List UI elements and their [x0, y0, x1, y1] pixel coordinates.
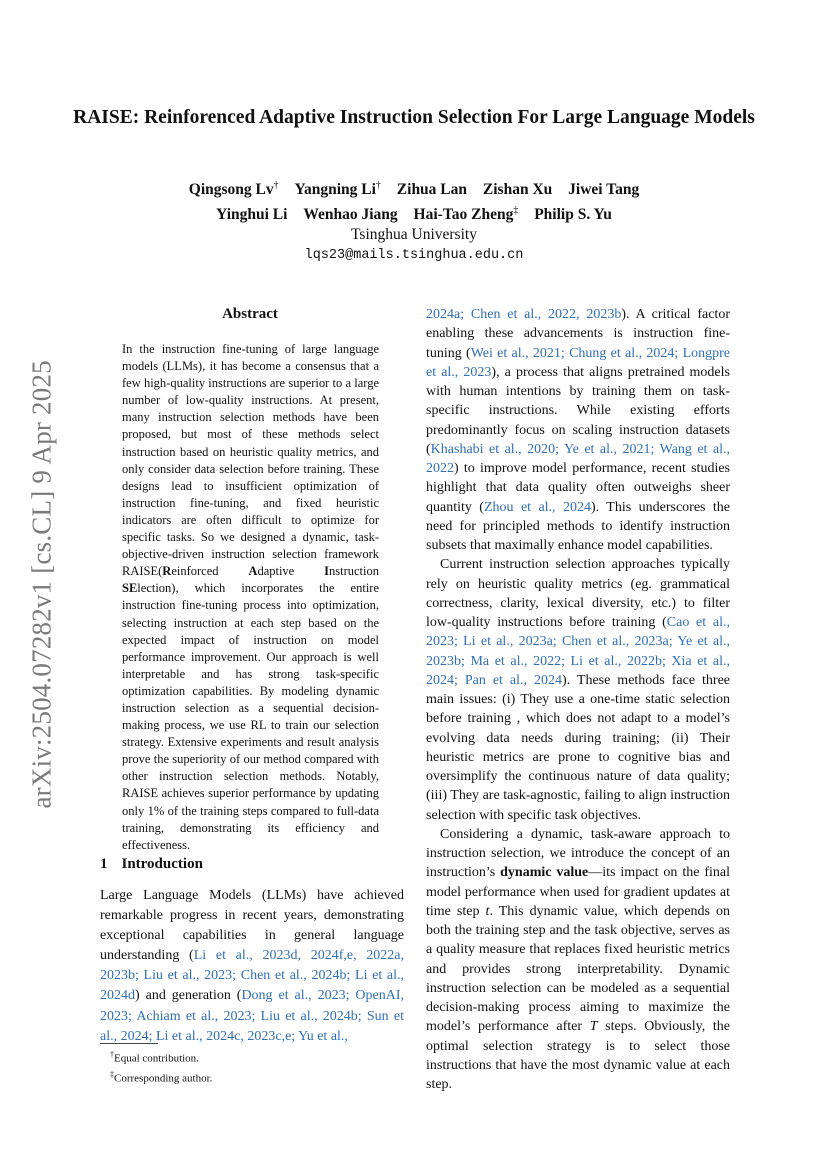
math-variable: T — [589, 1019, 598, 1035]
citation-link[interactable]: Dong et al., 2023; OpenAI, 2023; Achiam et al., 2023; Liu et al., 2024b; Sun et al., 2024; Li et al., 2024c, 2023c,e; Yu et al., — [100, 988, 404, 1044]
paper-title: RAISE: Reinforenced Adaptive Instruction Selection For Large Language Models — [73, 107, 755, 128]
abstract-heading: Abstract — [222, 306, 278, 322]
body-text: ) and generation ( — [135, 988, 242, 1004]
footnote-mark: ‡ — [110, 1070, 114, 1080]
abstract-text — [122, 341, 379, 854]
body-text: ). A critical factor enabling these advancements is instruction fine-tuning ( — [426, 307, 730, 361]
intro-paragraph-3 — [426, 825, 730, 1095]
section-heading-introduction — [100, 856, 203, 873]
author-name-text: Hai-Tao Zheng — [413, 205, 514, 223]
author-name — [295, 181, 381, 198]
author-name: Zihua Lan — [396, 181, 468, 199]
author-name-text: Qingsong Lv — [188, 181, 274, 199]
citation-link[interactable]: Wei et al., 2021; Chung et al., 2024; Longpre et al., 2023 — [426, 345, 730, 380]
emphasized-term: dynamic value — [500, 865, 589, 881]
intro-paragraph-1-part-b — [426, 305, 730, 555]
equal-contribution-mark: † — [273, 180, 279, 191]
body-text: ), a process that aligns pretrained models with human intentions by training them on task-specific instructions. While existing efforts predominantly focus on scaling instruction datasets ( — [426, 364, 730, 457]
citation-link[interactable]: Li et al., 2023d, 2024f,e, 2022a, 2023b; Liu et al., 2023; Chen et al., 2024b; Li et al., 2024d — [100, 948, 404, 1004]
footnote-mark: † — [110, 1050, 114, 1059]
right-column — [426, 305, 730, 1094]
acronym-letter: SE — [122, 581, 138, 596]
arxiv-identifier: arXiv:2504.07282v1 [cs.CL] 9 Apr 2025 — [26, 360, 57, 809]
authors-line-1 — [60, 176, 768, 201]
footnote-text: Equal contribution. — [114, 1052, 199, 1065]
body-text: ) to improve model performance, recent studies highlight that data quality often outweighs sheer quantity ( — [426, 461, 730, 515]
author-name-text: Yangning Li — [294, 181, 376, 199]
author-email: lqs23@mails.tsinghua.edu.cn — [304, 247, 524, 263]
abstract-segment: einforced — [171, 564, 249, 579]
abstract-segment: daptive — [257, 564, 325, 579]
citation-link[interactable]: Cao et al., 2023; Li et al., 2023a; Chen et al., 2023a; Ye et al., 2023b; Ma et al., 2022; Li et al., 2022b; Xia et al., 2024; Pan et al., 2024 — [426, 615, 730, 688]
author-name: Jiwei Tang — [568, 181, 640, 199]
body-text: . This dynamic value, which depends on both the training step and the task objective, serves as a quality measure that replaces fixed heuristic metrics and provides strong interpretability. Dynamic instruction selection can be modeled as a sequential decision-making process aiming to maximize the model’s performance after — [426, 903, 730, 1035]
equal-contribution-mark: † — [375, 180, 381, 191]
body-text: Considering a dynamic, task-aware approach to instruction selection, we introduce the concept of an instruction’s — [426, 826, 730, 881]
footnote-text: Corresponding author. — [114, 1072, 213, 1085]
affiliation: Tsinghua University — [351, 226, 477, 244]
math-variable: t — [485, 903, 490, 919]
intro-paragraph-2 — [426, 555, 730, 825]
body-text: Current instruction selection approaches typically rely on heuristic quality metrics (eg. grammatical correctness, clarity, lexical diversity, etc.) to filter low-quality instructions before training ( — [426, 557, 730, 630]
section-number: 1 — [100, 856, 108, 872]
citation-link[interactable]: Khashabi et al., 2020; Ye et al., 2021; Wang et al., 2022 — [426, 441, 730, 476]
intro-paragraph-1-part-a — [100, 886, 404, 1047]
author-block — [60, 176, 768, 266]
abstract-segment: In the instruction fine-tuning of large language models (LLMs), it has become a consensus that a few high-quality instructions are superior to a large number of low-quality instructions. At present, many instruction selection methods have been proposed, but most of these methods select instruction based on heuristic quality metrics, and only consider data selection before training. These designs lead to insufficient optimization of instruction fine-tuning, and fixed heuristic indicators are often difficult to optimize for specific tasks. So we designed a dynamic, task-objective-driven instruction selection framework RAISE( — [122, 342, 379, 579]
body-text: ). This underscores the need for principled methods to identify instruction subsets that maximally enhance model capabilities. — [426, 499, 731, 553]
body-text: steps. Obviously, the optimal selection strategy is to select those instructions that have the most dynamic value at each step. — [426, 1019, 730, 1092]
footnote-equal-contribution — [110, 1047, 212, 1067]
footnote-corresponding-author — [110, 1067, 212, 1087]
acronym-letter: R — [162, 564, 172, 579]
acronym-letter: A — [248, 564, 258, 579]
authors-line-2 — [60, 201, 768, 226]
citation-link[interactable]: 2024a; Chen et al., 2022, 2023b — [426, 307, 622, 322]
author-name — [189, 181, 279, 198]
author-name — [414, 206, 519, 223]
footnotes — [110, 1047, 212, 1087]
body-text: —its impact on the final model performance when used for gradient updates at time step — [426, 865, 730, 919]
author-name: Wenhao Jiang — [303, 205, 398, 223]
footnote-rule — [100, 1043, 158, 1044]
body-text: ). These methods face three main issues: (i) They use a one-time static selection before training , which does not adapt to a model’s evolving data needs during training; (ii) Their heuristic metrics are prone to cognitive bias and oversimplify the continuous nature of data quality; (iii) They are task-agnostic, failing to align instruction selection with specific task objectives. — [426, 672, 730, 823]
author-name: Philip S. Yu — [534, 205, 612, 223]
author-name: Yinghui Li — [216, 205, 288, 223]
abstract-segment: nstruction — [329, 564, 379, 579]
section-title: Introduction — [121, 856, 203, 872]
body-text: Large Language Models (LLMs) have achieved remarkable progress in recent years, demonstrating exceptional capabilities in general language understanding ( — [100, 888, 404, 964]
corresponding-author-mark: ‡ — [513, 204, 519, 216]
acronym-letter: I — [324, 564, 329, 579]
citation-link[interactable]: Zhou et al., 2024 — [483, 499, 591, 515]
author-name: Zishan Xu — [482, 181, 553, 199]
abstract-segment: lection), which incorporates the entire instruction fine-tuning process into optimization, selecting instruction at each step based on the expected impact of instruction on model performance improvement. Our approach is well interpretable and has strong task-specific optimization capabilities. By modeling dynamic instruction selection as a sequential decision-making process, we use RL to train our selection strategy. Extensive experiments and result analysis prove the superiority of our method compared with other instruction selection methods. Notably, RAISE achieves superior performance by updating only 1% of the training steps compared to full-data training, demonstrating its efficiency and effectiveness. — [122, 581, 379, 852]
